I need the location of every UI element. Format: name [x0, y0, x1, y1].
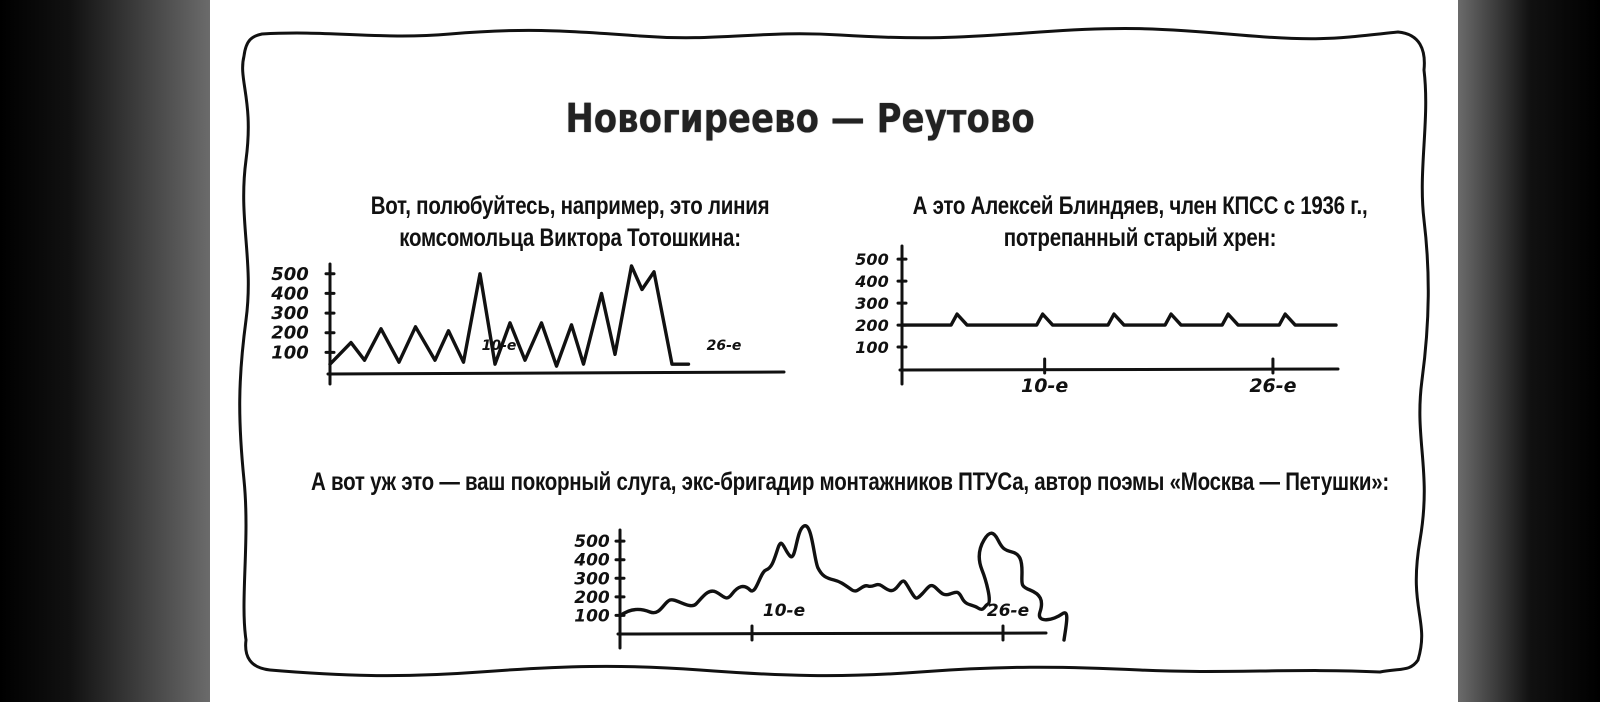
x-tick-label: 10-е — [762, 601, 806, 621]
caption-left-line-2: комсомольца Виктора Тотошкина: — [399, 224, 741, 252]
chart-author — [573, 526, 1067, 648]
y-tick-label: 200 — [855, 316, 889, 336]
caption-right-line-1: А это Алексей Блиндяев, член КПСС с 1936 г., — [912, 192, 1368, 220]
y-tick-label: 300 — [574, 569, 610, 590]
caption-left — [349, 190, 792, 254]
caption-right — [894, 190, 1386, 254]
caption-left-line-1: Вот, полюбуйтесь, например, это линия — [370, 192, 770, 220]
chart3-x-axis — [618, 633, 1046, 634]
y-tick-label: 300 — [855, 294, 889, 314]
x-tick-label: 26-е — [706, 338, 742, 354]
y-tick-label: 400 — [271, 283, 309, 305]
x-tick-label: 26-е — [1249, 375, 1297, 397]
page-title: Новогиреево — Реутово — [565, 96, 1035, 142]
y-tick-label: 100 — [574, 606, 610, 627]
y-tick-label: 200 — [271, 322, 309, 344]
y-tick-label: 500 — [271, 263, 309, 285]
x-tick-label: 10-е — [481, 338, 517, 354]
x-tick-label: 10-е — [1021, 375, 1069, 397]
y-tick-label: 200 — [574, 587, 610, 608]
chart3-series-line — [620, 526, 1067, 640]
y-tick-label: 100 — [271, 342, 309, 364]
y-tick-label: 500 — [574, 532, 610, 553]
x-tick-label: 26-е — [986, 601, 1030, 621]
y-tick-label: 400 — [574, 550, 610, 571]
y-tick-label: 400 — [855, 272, 889, 292]
y-tick-label: 500 — [855, 250, 889, 270]
caption-bottom: А вот уж это — ваш покорный слуга, экс-бригадир монтажников ПТУСа, автор поэмы «Москва — Петушки»: — [311, 468, 1389, 496]
caption-right-line-2: потрепанный старый хрен: — [1003, 224, 1277, 252]
chart-tototshkin — [270, 264, 784, 384]
chart-blindyaev — [854, 246, 1338, 397]
y-tick-label: 300 — [271, 303, 309, 325]
chart1-x-axis — [328, 372, 784, 374]
chart2-series-line — [902, 314, 1336, 325]
y-tick-label: 100 — [855, 338, 889, 358]
